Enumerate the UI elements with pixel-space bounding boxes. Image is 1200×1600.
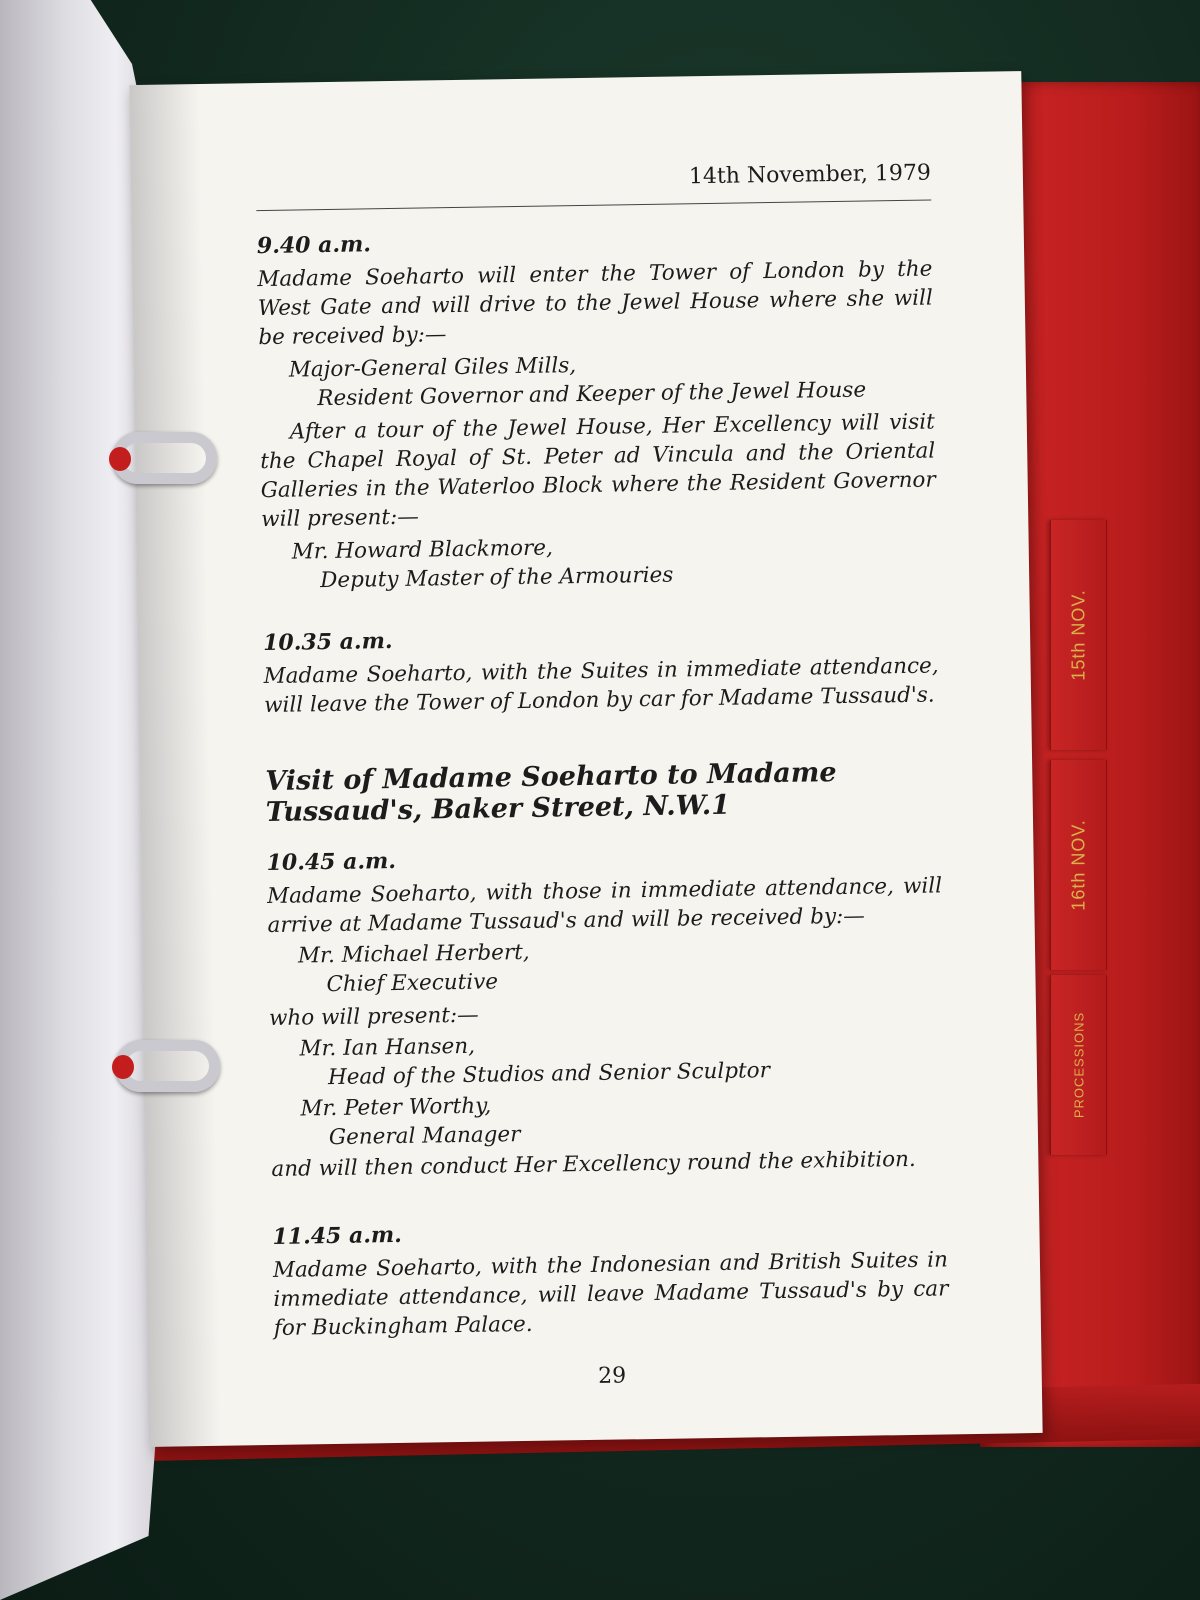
entry-time: 11.45 a.m.	[272, 1221, 403, 1250]
person-name: Mr. Michael Herbert,	[297, 939, 530, 969]
entry-1045	[266, 839, 946, 1184]
person2-title: Head of the Studios and Senior Sculptor	[327, 1058, 771, 1091]
page-date: 14th November, 1979	[256, 161, 932, 212]
tab-label-16th-nov: 16th NOV.	[1068, 819, 1088, 911]
entry-time: 10.35 a.m.	[262, 628, 393, 657]
person-name: Major-General Giles Mills,	[288, 353, 577, 383]
person2-title: Deputy Master of the Armouries	[319, 562, 674, 594]
entry-text: Madame Soeharto, with the Indonesian and British Suites in immediate attendance, will leave Madame Tussaud's by car for Buckingham Palace.	[272, 1247, 949, 1341]
entry-1145	[272, 1213, 949, 1343]
person-title: Resident Governor and Keeper of the Jewel House	[317, 377, 867, 412]
document-page	[129, 71, 1042, 1447]
binder-tab-processions[interactable]	[1050, 975, 1107, 1155]
closing-text: and will then conduct Her Excellency round the exhibition.	[271, 1146, 916, 1182]
who-will-present: who will present:—	[268, 1002, 479, 1032]
person2-name: Mr. Ian Hansen,	[299, 1033, 476, 1062]
binder-tab-16th-nov[interactable]	[1050, 760, 1107, 970]
entry-time: 10.45 a.m.	[266, 847, 397, 877]
person2-name: Mr. Howard Blackmore,	[291, 535, 554, 565]
section-heading-line2: Tussaud's, Baker Street, N.W.1	[265, 789, 731, 829]
person-title: Chief Executive	[326, 969, 499, 998]
entry-text: Madame Soeharto, with the Suites in immediate attendance, will leave the Tower of London by car for Madame Tussaud's.	[263, 653, 939, 719]
binder-ring-bottom	[115, 1040, 220, 1092]
entry-1035	[263, 619, 939, 720]
person3-name: Mr. Peter Worthy,	[300, 1093, 492, 1122]
entry-0940	[257, 223, 938, 597]
page-number: 29	[598, 1363, 627, 1389]
entry-follow-text: After a tour of the Jewel House, Her Excellency will visit the Chapel Royal of St. Peter ad Vincula and the Oriental Galleries in the Waterloo Block where the Resident Governor will present:—	[260, 409, 936, 533]
entry-text: Madame Soeharto, with those in immediate attendance, will arrive at Madame Tussaud's and will be received by:—	[266, 873, 943, 939]
tab-label-processions: PROCESSIONS	[1071, 1011, 1086, 1119]
entry-text: Madame Soeharto will enter the Tower of London by the West Gate and will drive to the Jewel House where she will be received by:—	[257, 256, 933, 351]
entry-time: 9.40 a.m.	[256, 231, 372, 260]
tab-label-15th-nov: 15th NOV.	[1068, 589, 1088, 681]
section-heading-line1: Visit of Madame Soeharto to Madame	[265, 757, 837, 798]
person3-title: General Manager	[328, 1122, 521, 1151]
binder-ring-top	[112, 432, 217, 484]
section-heading	[265, 755, 941, 828]
binder-tab-15th-nov[interactable]	[1050, 520, 1107, 750]
page-content	[256, 161, 950, 1394]
